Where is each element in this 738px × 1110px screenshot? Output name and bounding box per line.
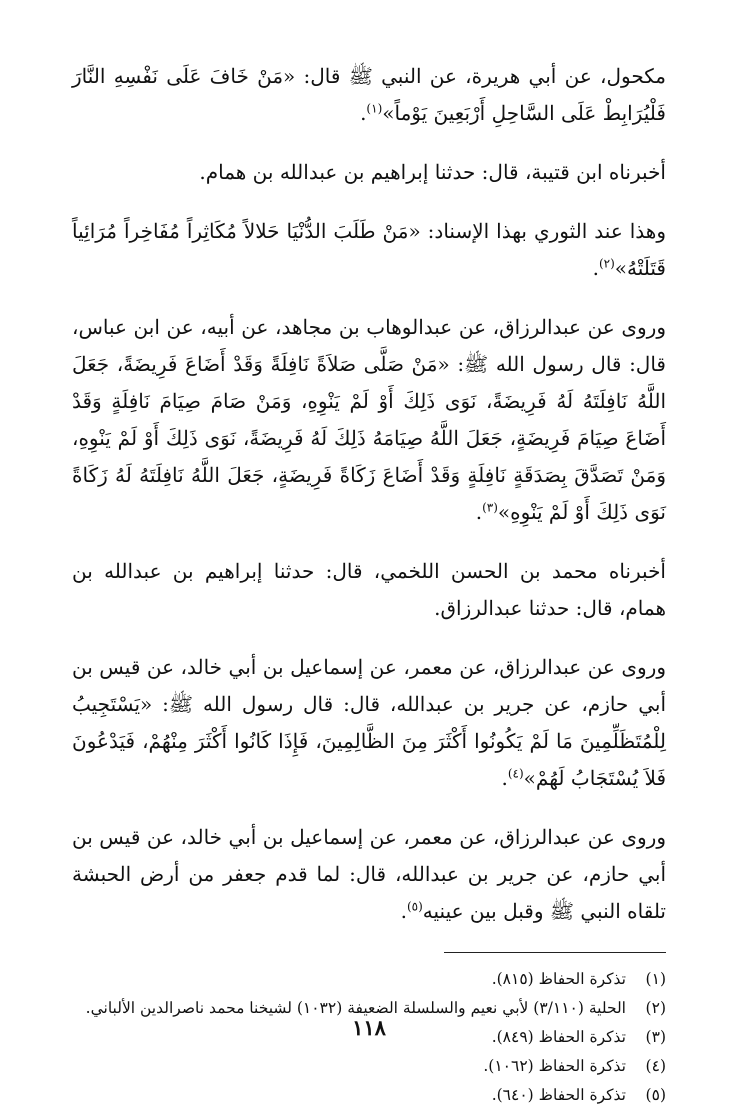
footnote-text: تذكرة الحفاظ (٨٤٩). xyxy=(491,1028,626,1046)
footnote-ref-4: (٤) xyxy=(507,766,524,781)
footnote-divider xyxy=(444,952,666,953)
footnote-ref-3: (٣) xyxy=(482,500,498,515)
paragraph-4: وروى عن عبدالرزاق، عن عبدالوهاب بن مجاهد، عن أبيه، عن ابن عباس، قال: قال رسول الله ﷺ: «مَنْ صَلَّى صَلاَةً نَافِلَةً وَقَدْ أَضَاعَ فَرِيضَةً، جَعَلَ اللَّهُ نَافِلَتَهُ لَهُ فَرِيضَةً، نَوَى ذَلِكَ أَوْ لَمْ يَنْوِهِ، وَمَنْ صَامَ صِيَامَ نَافِلَةٍ وَقَدْ أَضَاعَ صِيَامَ فَرِيضَةٍ، جَعَلَ اللَّهُ صِيَامَهُ ذَلِكَ لَهُ فَرِيضَةً، نَوَى ذَلِكَ أَوْ لَمْ يَنْوِهِ، وَمَنْ تَصَدَّقَ بِصَدَقَةٍ نَافِلَةٍ وَقَدْ أَضَاعَ زَكَاةً فَرِيضَةٍ، جَعَلَ اللَّهُ نَافِلَتَهُ لَهُ زَكَاةً نَوَى ذَلِكَ أَوْ لَمْ يَنْوِهِ»$^{(٣)}$. xyxy=(72,315,666,524)
footnote-ref-2: (٢) xyxy=(598,256,615,271)
paragraph-5: أخبرناه محمد بن الحسن اللخمي، قال: حدثنا إبراهيم بن عبدالله بن همام، قال: حدثنا عبدالرزاق. xyxy=(72,559,666,620)
paragraph-6: وروى عن عبدالرزاق، عن معمر، عن إسماعيل بن أبي خالد، عن قيس بن أبي حازم، عن جرير بن عبدالله، قال: قال رسول الله ﷺ: «يَسْتَجِيبُ لِلْمُتَظَلِّمِينَ مَا لَمْ يَكُونُوا أَكْثَرَ مِنَ الظَّالِمِينَ، فَإِذَا كَانُوا أَكْثَرَ مِنْهُمْ، فَيَدْعُونَ فَلاَ يُسْتَجَابُ لَهُمْ»$^{(٤)}$. xyxy=(72,655,666,790)
footnote-5 xyxy=(72,1081,666,1110)
paragraph-1: مكحول، عن أبي هريرة، عن النبي ﷺ قال: «مَنْ خَافَ عَلَى نَفْسِهِ النَّارَ فَلْيُرَابِطْ عَلَى السَّاحِلِ أَرْبَعِينَ يَوْماً»$^{(١)}$. xyxy=(72,64,666,125)
page-number: ١١٨ xyxy=(352,1015,386,1040)
paragraph-3: وهذا عند الثوري بهذا الإسناد: «مَنْ طَلَبَ الدُّنْيَا حَلالاً مُكَاثِراً مُفَاخِراً مُرَائِياً قَتَلَتْهُ»$^{(٢)}$. xyxy=(72,219,666,280)
footnote-number: (٢) xyxy=(645,999,666,1017)
footnote-number: (٥) xyxy=(645,1086,666,1104)
footnote-text: تذكرة الحفاظ (١٠٦٢). xyxy=(483,1057,626,1075)
footnote-text: الحلية (٣/١١٠) لأبي نعيم والسلسلة الضعيفة (١٠٣٢) لشيخنا محمد ناصرالدين الألباني. xyxy=(85,999,626,1017)
footnote-text: تذكرة الحفاظ (٨١٥). xyxy=(491,970,626,988)
footnote-number: (٣) xyxy=(645,1028,666,1046)
paragraph-7: وروى عن عبدالرزاق، عن معمر، عن إسماعيل بن أبي خالد، عن قيس بن أبي حازم، عن جرير بن عبدالله، قال: لما قدم جعفر من أرض الحبشة تلقاه النبي ﷺ وقبل بين عينيه$^{(٥)}$. xyxy=(72,825,666,923)
footnote-text: تذكرة الحفاظ (٦٤٠). xyxy=(491,1086,626,1104)
footnote-1 xyxy=(72,965,666,994)
body-text xyxy=(72,58,666,930)
paragraph-2: أخبرناه ابن قتيبة، قال: حدثنا إبراهيم بن عبدالله بن همام. xyxy=(199,160,666,184)
footnote-number: (٤) xyxy=(645,1057,666,1075)
footnote-number: (١) xyxy=(645,970,666,988)
footnote-ref-5: (٥) xyxy=(406,899,423,914)
footnote-4 xyxy=(72,1052,666,1081)
footnote-ref-1: (١) xyxy=(366,101,383,116)
